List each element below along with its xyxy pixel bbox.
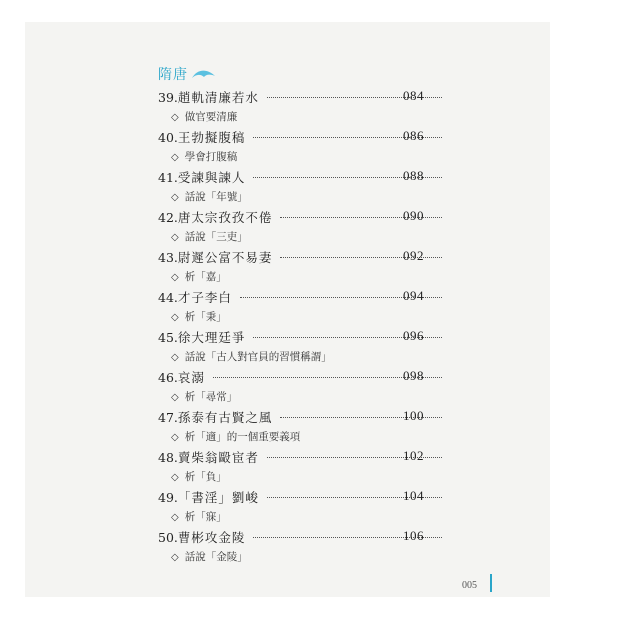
diamond-icon: ◇ — [171, 312, 179, 323]
entry-number: 45. — [158, 330, 178, 345]
toc-entry[interactable] — [0, 208, 620, 248]
diamond-icon: ◇ — [171, 392, 179, 403]
entry-title: 「書淫」劉峻 — [177, 490, 259, 505]
subtopic-text: 析「適」的一個重要義項 — [184, 431, 301, 443]
entry-title: 尉遲公富不易妻 — [177, 250, 273, 265]
entry-number: 44. — [158, 290, 178, 305]
subtopic-text: 話說「三吏」 — [184, 231, 248, 243]
entry-number: 39. — [158, 90, 178, 105]
diamond-icon: ◇ — [171, 192, 179, 203]
entry-number: 49. — [158, 490, 178, 505]
toc-entry[interactable] — [0, 168, 620, 208]
toc-entry[interactable] — [0, 368, 620, 408]
entry-subtopic — [171, 189, 248, 204]
toc-entry[interactable] — [0, 488, 620, 528]
entry-title: 哀溺 — [177, 370, 205, 385]
entry-number: 48. — [158, 450, 178, 465]
entry-number: 41. — [158, 170, 178, 185]
subtopic-text: 析「寐」 — [184, 511, 227, 523]
entry-number: 42. — [158, 210, 178, 225]
subtopic-text: 話說「古人對官員的習慣稱謂」 — [184, 351, 332, 363]
toc-entry[interactable] — [0, 248, 620, 288]
entry-page-number: 104 — [403, 488, 424, 503]
entry-page-number: 092 — [403, 248, 424, 263]
diamond-icon: ◇ — [171, 552, 179, 563]
entry-page-number: 086 — [403, 128, 424, 143]
entry-title: 賣柴翁毆宦者 — [177, 450, 259, 465]
entry-page-number: 100 — [403, 408, 424, 423]
subtopic-text: 話說「年號」 — [184, 191, 248, 203]
diamond-icon: ◇ — [171, 232, 179, 243]
entry-subtopic — [171, 229, 248, 244]
entry-subtopic — [171, 109, 237, 124]
diamond-icon: ◇ — [171, 272, 179, 283]
entry-title: 曹彬攻金陵 — [177, 530, 246, 545]
toc-entry[interactable] — [0, 448, 620, 488]
wave-icon — [191, 67, 217, 81]
subtopic-text: 析「尋常」 — [184, 391, 238, 403]
folio-accent-bar — [490, 574, 492, 592]
subtopic-text: 話說「金陵」 — [184, 551, 248, 563]
entry-title: 王勃擬腹稿 — [177, 130, 246, 145]
entry-number: 43. — [158, 250, 178, 265]
subtopic-text: 析「秉」 — [184, 311, 227, 323]
entry-page-number: 094 — [403, 288, 424, 303]
subtopic-text: 析「負」 — [184, 471, 227, 483]
entry-subtopic — [171, 349, 332, 364]
page-folio: 005 — [462, 580, 477, 591]
subtopic-text: 學會打腹稿 — [184, 151, 238, 163]
entry-number: 47. — [158, 410, 178, 425]
entry-title: 受諫與諫人 — [177, 170, 246, 185]
entry-title: 徐大理廷爭 — [177, 330, 246, 345]
toc-entry[interactable] — [0, 128, 620, 168]
toc-entry[interactable] — [0, 288, 620, 328]
toc-entry[interactable] — [0, 88, 620, 128]
entry-subtopic — [171, 549, 248, 564]
subtopic-text: 做官要清廉 — [184, 111, 238, 123]
section-title: 隋唐 — [158, 67, 188, 83]
entry-title: 趙軌清廉若水 — [177, 90, 259, 105]
entry-page-number: 090 — [403, 208, 424, 223]
entry-number: 50. — [158, 530, 178, 545]
entry-title: 唐太宗孜孜不倦 — [177, 210, 273, 225]
diamond-icon: ◇ — [171, 112, 179, 123]
entry-number: 46. — [158, 370, 178, 385]
entry-title: 才子李白 — [177, 290, 232, 305]
entry-page-number: 096 — [403, 328, 424, 343]
entry-subtopic — [171, 389, 237, 404]
diamond-icon: ◇ — [171, 512, 179, 523]
entry-number: 40. — [158, 130, 178, 145]
section-header — [158, 64, 217, 84]
toc-entry[interactable] — [0, 408, 620, 448]
subtopic-text: 析「嘉」 — [184, 271, 227, 283]
entry-subtopic — [171, 509, 227, 524]
entry-page-number: 106 — [403, 528, 424, 543]
entry-page-number: 088 — [403, 168, 424, 183]
entry-page-number: 098 — [403, 368, 424, 383]
diamond-icon: ◇ — [171, 152, 179, 163]
diamond-icon: ◇ — [171, 432, 179, 443]
entry-subtopic — [171, 429, 300, 444]
diamond-icon: ◇ — [171, 472, 179, 483]
entry-page-number: 102 — [403, 448, 424, 463]
entry-subtopic — [171, 469, 227, 484]
toc-entry[interactable] — [0, 528, 620, 568]
entry-subtopic — [171, 309, 227, 324]
entry-subtopic — [171, 149, 237, 164]
toc-entry[interactable] — [0, 328, 620, 368]
entry-page-number: 084 — [403, 88, 424, 103]
entry-title: 孫泰有古賢之風 — [177, 410, 273, 425]
diamond-icon: ◇ — [171, 352, 179, 363]
entry-subtopic — [171, 269, 227, 284]
